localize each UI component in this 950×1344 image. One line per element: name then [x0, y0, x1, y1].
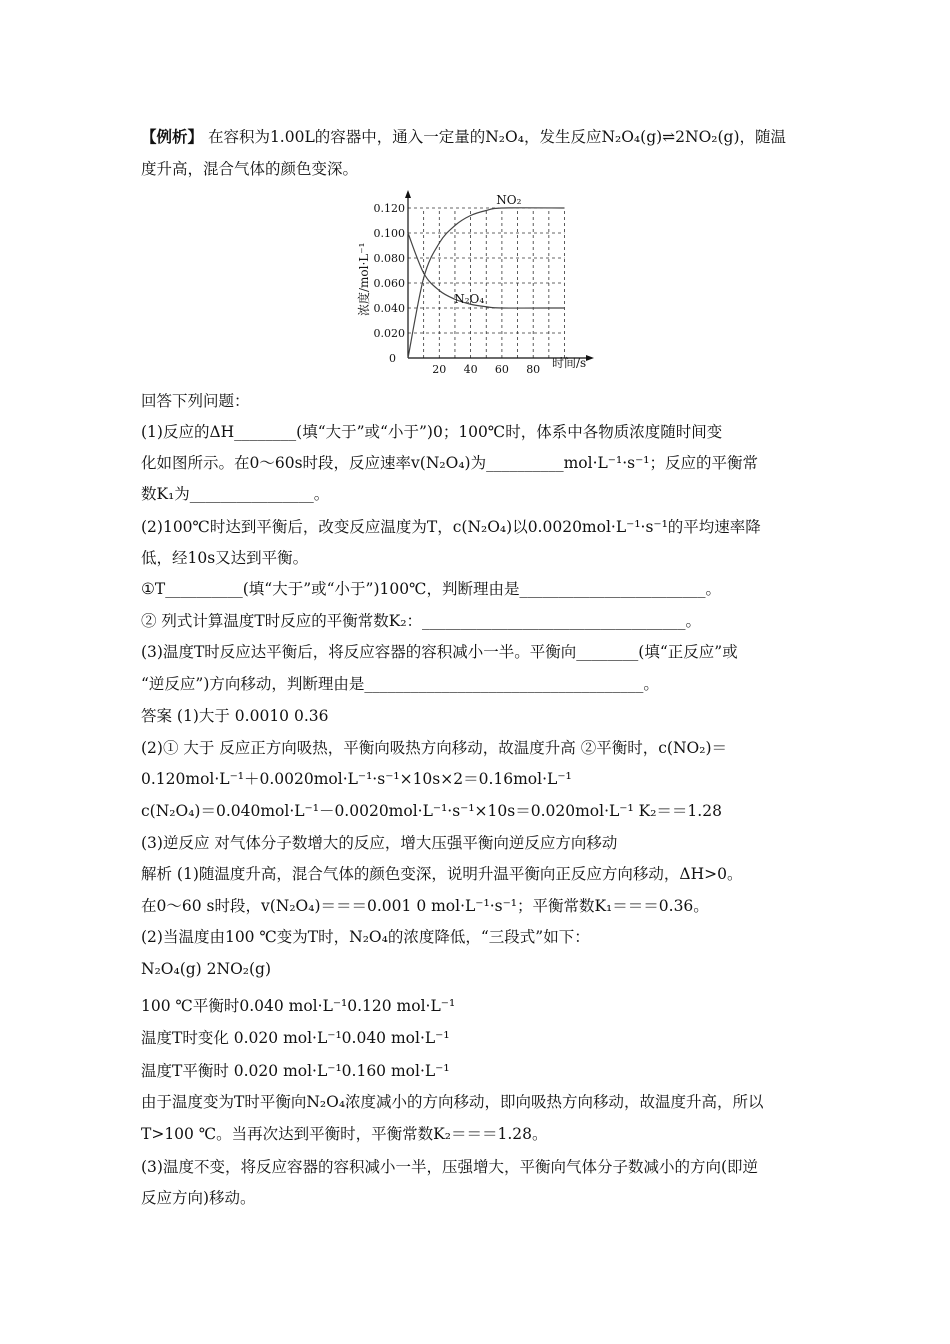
- series-label: N₂O₄: [454, 292, 485, 306]
- text-line: T>100 ℃。当再次达到平衡时，平衡常数K₂＝＝＝1.28。: [141, 1125, 548, 1143]
- y-tick-label: 0.120: [373, 202, 405, 215]
- text-line: (2)① 大于 反应正方向吸热，平衡向吸热方向移动，故温度升高 ②平衡时，c(NO₂)＝: [141, 739, 727, 757]
- text-line: 反应方向)移动。: [141, 1189, 256, 1207]
- chart-ticks: [374, 202, 541, 373]
- intro-text-1: 在容积为1.00L的容器中，通入一定量的N₂O₄，发生反应N₂O₄(g)⇌2NO₂(g)，随温: [203, 128, 787, 146]
- x-axis-label: 时间/s: [552, 356, 587, 370]
- intro-line-2: 度升高，混合气体的颜色变深。: [141, 160, 359, 178]
- text-line: 0.120mol·L⁻¹＋0.0020mol·L⁻¹·s⁻¹×10s×2＝0.16mol·L⁻¹: [141, 770, 572, 788]
- y-tick-label: 0.080: [373, 252, 405, 265]
- text-line: 在0～60 s时段，v(N₂O₄)＝＝＝0.001 0 mol·L⁻¹·s⁻¹；平衡常数K₁＝＝＝0.36。: [141, 897, 709, 915]
- x-tick-label: 60: [494, 363, 509, 373]
- text-line: 解析 (1)随温度升高，混合气体的颜色变深，说明升温平衡向正反应方向移动，ΔH>0。: [141, 865, 743, 883]
- text-line: (3)温度不变，将反应容器的容积减小一半，压强增大，平衡向气体分子数减小的方向(即逆: [141, 1158, 759, 1176]
- text-line: 100 ℃平衡时0.040 mol·L⁻¹0.120 mol·L⁻¹: [141, 997, 456, 1015]
- text-line: 由于温度变为T时平衡向N₂O₄浓度减小的方向移动，即向吸热方向移动，故温度升高，所以: [141, 1093, 764, 1111]
- text-line: 数K₁为________________。: [141, 485, 330, 503]
- series-label: NO₂: [496, 193, 522, 207]
- text-line: 温度T时变化 0.020 mol·L⁻¹0.040 mol·L⁻¹: [141, 1029, 450, 1047]
- text-line: N₂O₄(g) 2NO₂(g): [141, 960, 272, 978]
- y-tick-label: 0.100: [373, 227, 405, 240]
- x-tick-label: 80: [526, 363, 541, 373]
- text-line: “逆反应”)方向移动，判断理由是____________________________________。: [141, 675, 659, 693]
- example-tag: 【例析】: [141, 127, 204, 146]
- y-axis-label: 浓度/mol·L⁻¹: [357, 242, 371, 316]
- text-line: 化如图所示。在0～60s时段，反应速率v(N₂O₄)为__________mol·L⁻¹·s⁻¹；反应的平衡常: [141, 454, 758, 472]
- text-line: (2)100℃时达到平衡后，改变反应温度为T，c(N₂O₄)以0.0020mol·L⁻¹·s⁻¹的平均速率降: [141, 518, 761, 536]
- text-line: (3)逆反应 对气体分子数增大的反应，增大压强平衡向逆反应方向移动: [141, 834, 618, 852]
- text-line: c(N₂O₄)＝0.040mol·L⁻¹－0.0020mol·L⁻¹·s⁻¹×10s＝0.020mol·L⁻¹ K₂＝＝1.28: [141, 802, 722, 820]
- x-tick-label: 40: [463, 363, 478, 373]
- origin-label: 0: [389, 352, 396, 365]
- text-line: 温度T平衡时 0.020 mol·L⁻¹0.160 mol·L⁻¹: [141, 1062, 450, 1080]
- intro-line-1: [141, 126, 821, 148]
- y-tick-label: 0.060: [373, 277, 405, 290]
- y-tick-label: 0.040: [373, 302, 405, 315]
- text-line: (3)温度T时反应达平衡后，将反应容器的容积减小一半。平衡向________(填“正反应”或: [141, 643, 738, 661]
- chart-axes: [405, 190, 594, 361]
- text-line: 回答下列问题：: [141, 392, 250, 410]
- text-line: (1)反应的ΔH________(填“大于”或“小于”)0；100℃时，体系中各物质浓度随时间变: [141, 423, 723, 441]
- text-line: ①T__________(填“大于”或“小于”)100℃，判断理由是________________________。: [141, 580, 721, 598]
- text-line: (2)当温度由100 ℃变为T时，N₂O₄的浓度降低，“三段式”如下：: [141, 928, 590, 946]
- y-tick-label: 0.020: [373, 327, 405, 340]
- text-line: 答案 (1)大于 0.0010 0.36: [141, 707, 329, 725]
- concentration-time-chart: [350, 188, 610, 373]
- text-line: ② 列式计算温度T时反应的平衡常数K₂：__________________________________。: [141, 612, 702, 630]
- x-tick-label: 20: [432, 363, 447, 373]
- text-line: 低，经10s又达到平衡。: [141, 549, 309, 567]
